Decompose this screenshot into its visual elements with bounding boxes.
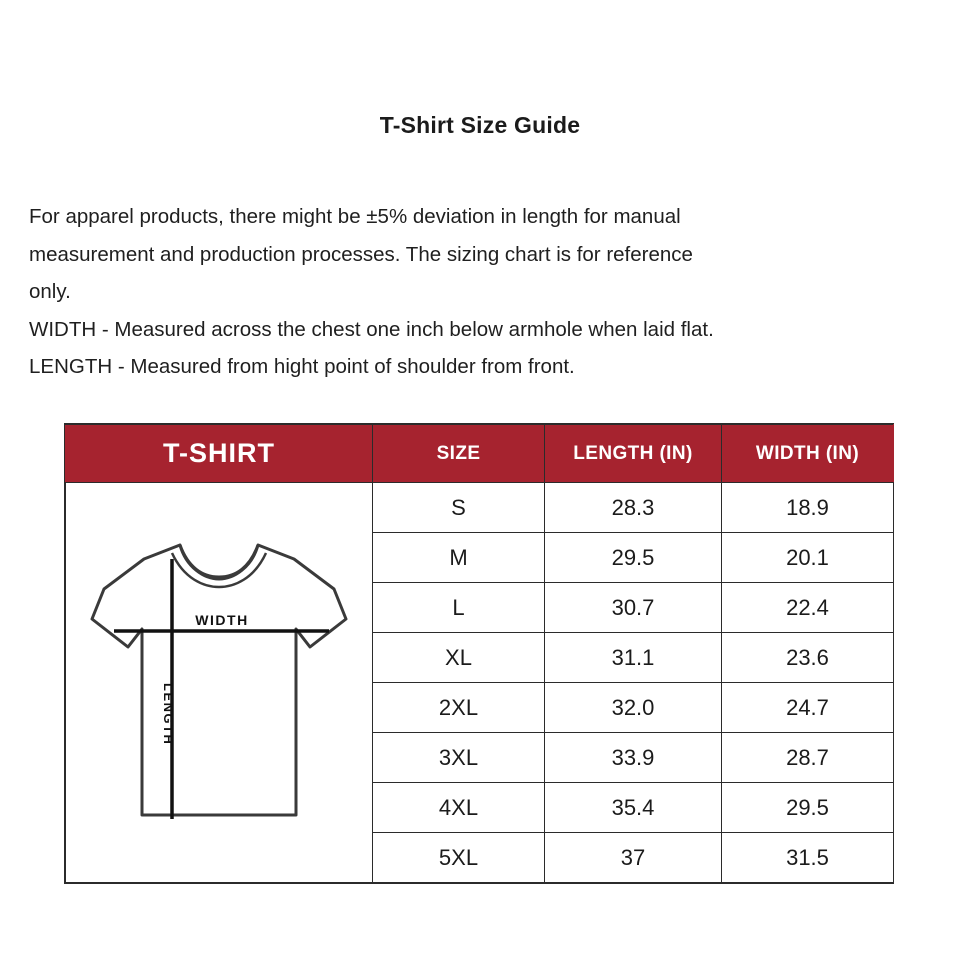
intro-line-1: For apparel products, there might be ±5% deviation in length for manual (29, 205, 681, 228)
intro-line-3: only. (29, 280, 71, 303)
cell-width: 22.4 (722, 583, 894, 633)
cell-length: 30.7 (545, 583, 722, 633)
table-row (66, 483, 894, 533)
tshirt-icon (84, 523, 354, 843)
header-size: SIZE (373, 425, 545, 483)
cell-size: XL (373, 633, 545, 683)
intro-text (29, 198, 919, 386)
size-table (65, 424, 894, 883)
header-length: LENGTH (IN) (545, 425, 722, 483)
cell-size: 5XL (373, 833, 545, 883)
intro-line-5: LENGTH - Measured from hight point of shoulder from front. (29, 355, 575, 378)
cell-size: 2XL (373, 683, 545, 733)
header-width: WIDTH (IN) (722, 425, 894, 483)
cell-width: 31.5 (722, 833, 894, 883)
table-header-row (66, 425, 894, 483)
cell-size: L (373, 583, 545, 633)
intro-line-2: measurement and production processes. The sizing chart is for reference (29, 242, 693, 266)
length-label: LENGTH (161, 682, 176, 745)
tshirt-diagram-cell (66, 483, 373, 883)
cell-length: 37 (545, 833, 722, 883)
cell-width: 28.7 (722, 733, 894, 783)
cell-width: 24.7 (722, 683, 894, 733)
cell-size: 3XL (373, 733, 545, 783)
cell-length: 35.4 (545, 783, 722, 833)
intro-line-4: WIDTH - Measured across the chest one inch below armhole when laid flat. (29, 317, 714, 341)
cell-length: 32.0 (545, 683, 722, 733)
cell-length: 28.3 (545, 483, 722, 533)
cell-width: 18.9 (722, 483, 894, 533)
cell-width: 20.1 (722, 533, 894, 583)
size-table-container (64, 423, 894, 884)
cell-length: 29.5 (545, 533, 722, 583)
cell-size: M (373, 533, 545, 583)
page-title: T-Shirt Size Guide (379, 112, 581, 138)
tshirt-diagram (66, 510, 372, 856)
header-brand: T-SHIRT (66, 425, 373, 483)
cell-size: 4XL (373, 783, 545, 833)
cell-length: 31.1 (545, 633, 722, 683)
cell-width: 23.6 (722, 633, 894, 683)
width-label: WIDTH (195, 611, 249, 628)
cell-length: 33.9 (545, 733, 722, 783)
cell-size: S (373, 483, 545, 533)
cell-width: 29.5 (722, 783, 894, 833)
